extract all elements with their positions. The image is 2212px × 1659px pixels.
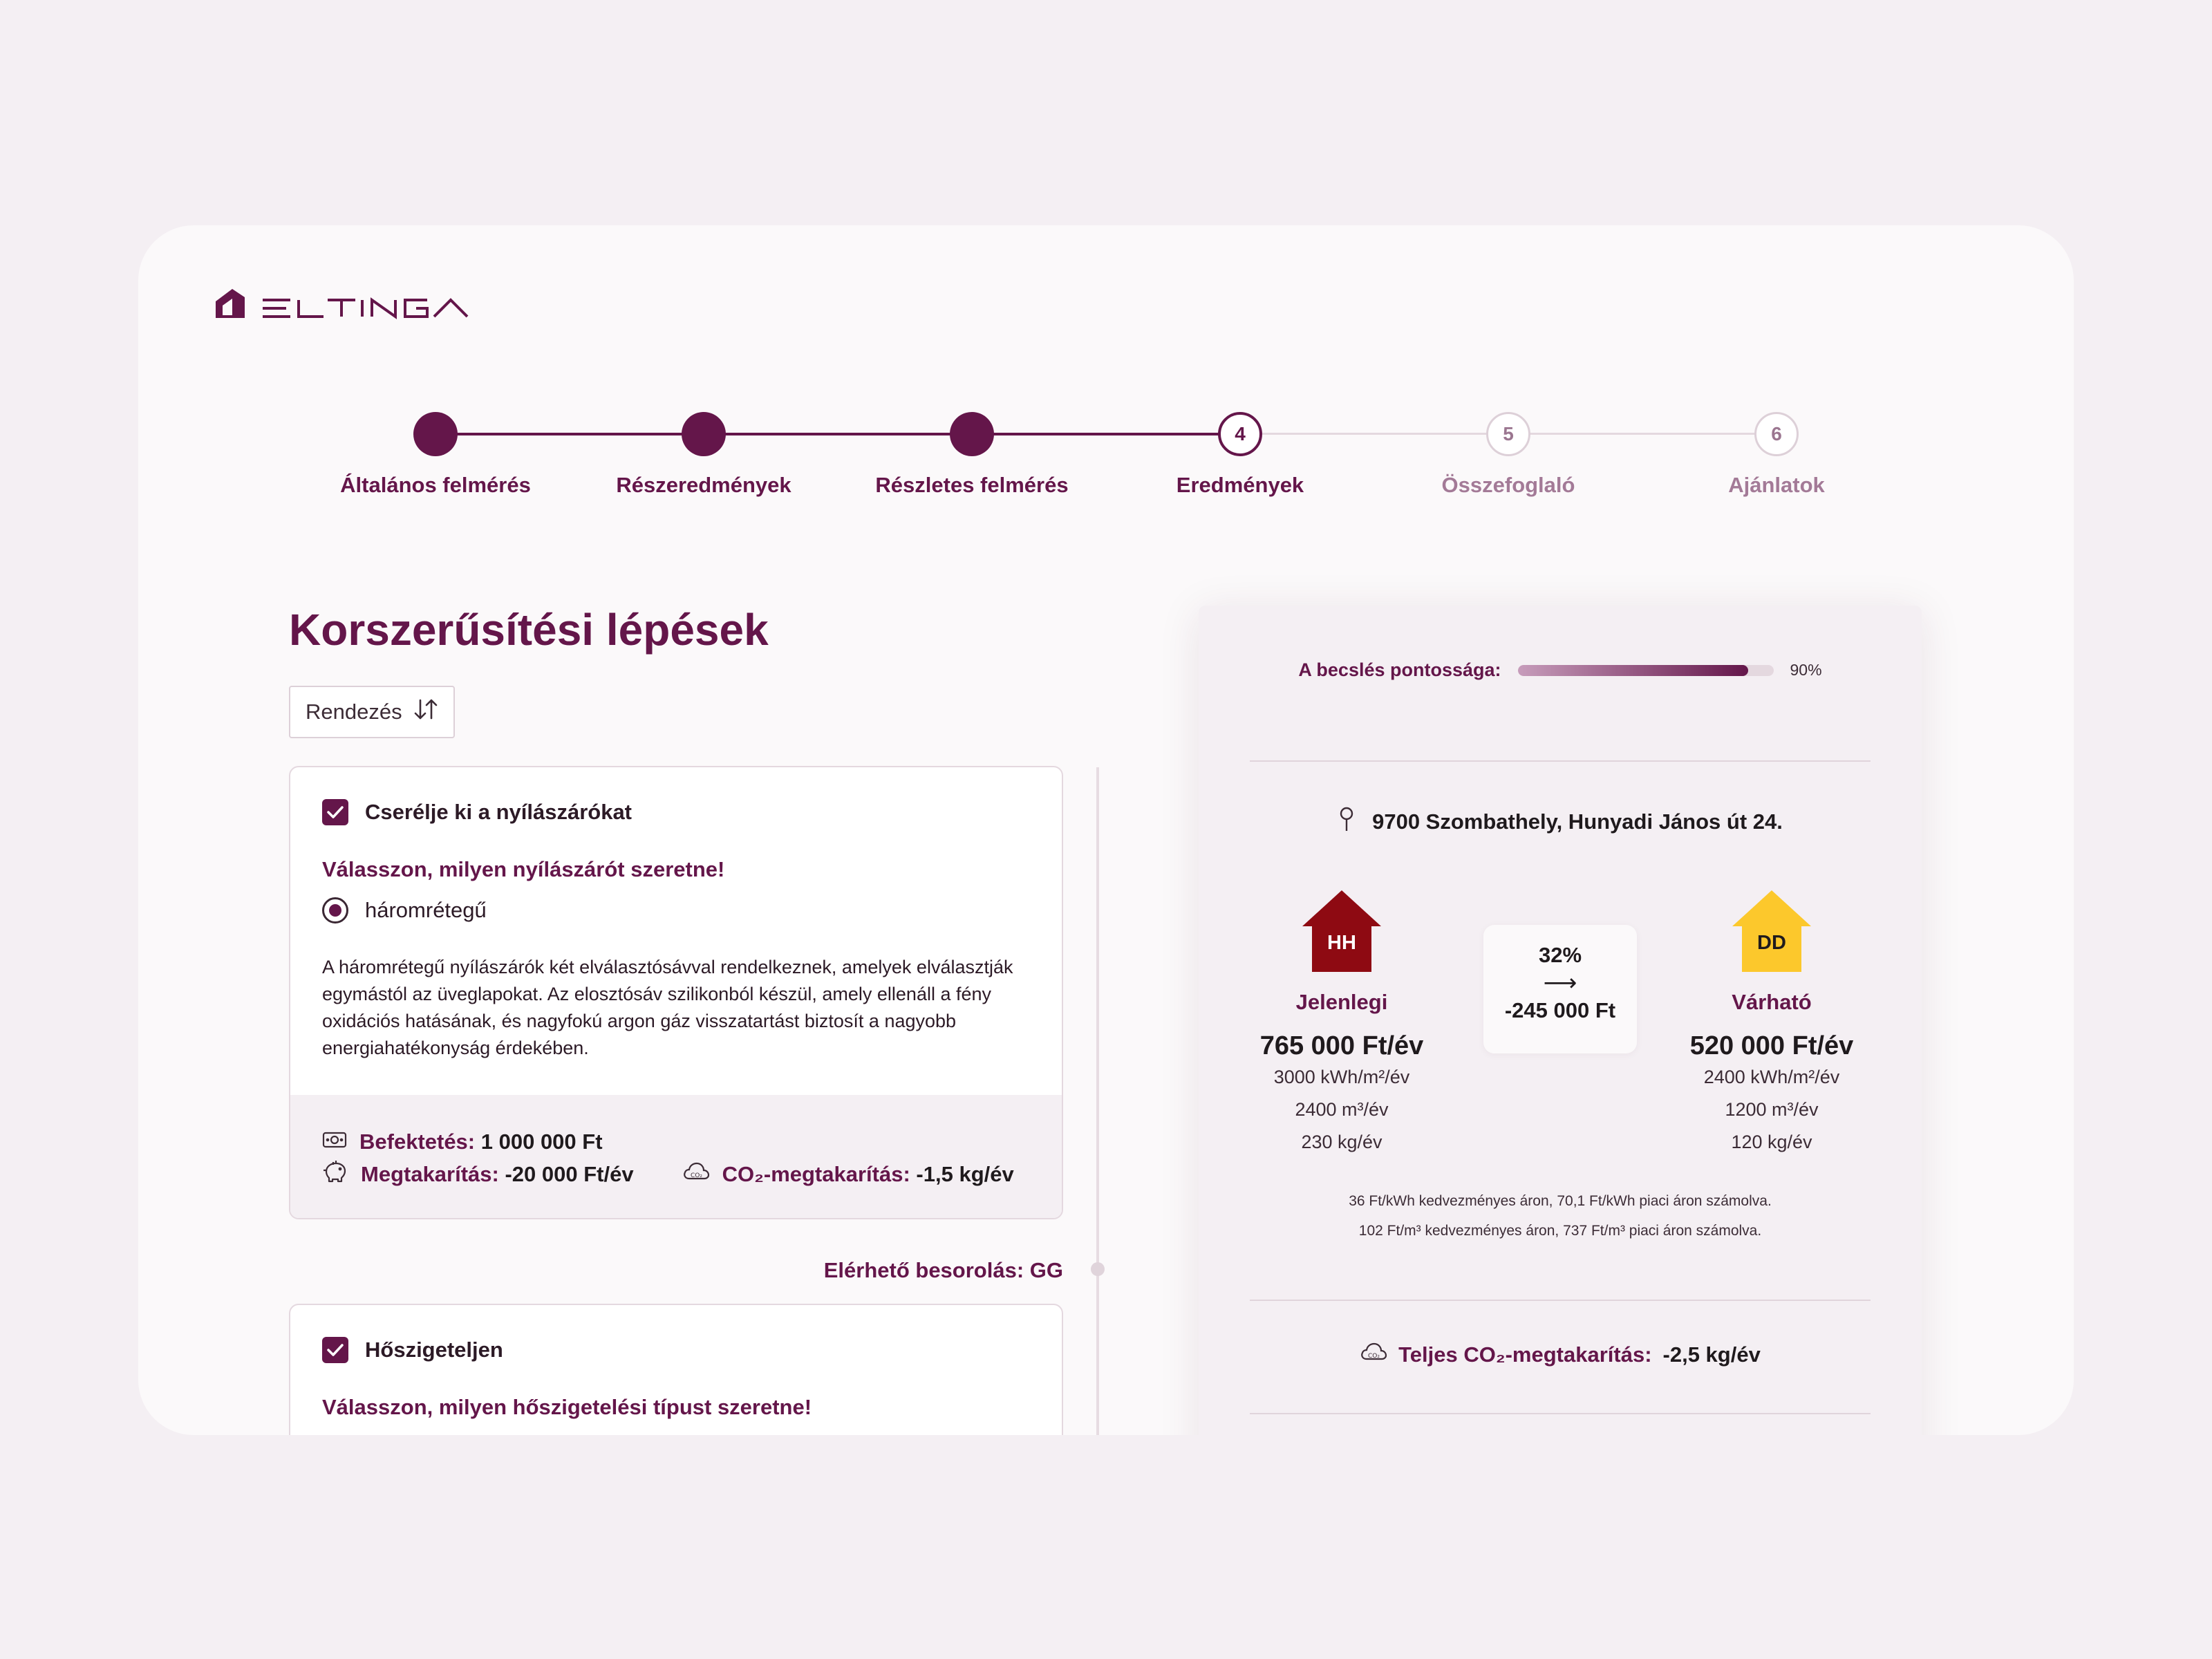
progress-stepper	[138, 412, 2074, 509]
house-icon	[1731, 889, 1812, 973]
step-label: Általános felmérés	[340, 473, 531, 497]
address-row	[1199, 806, 1922, 838]
radio-selected[interactable]	[322, 897, 348, 924]
expected-gas: 1200 m³/év	[1725, 1099, 1819, 1120]
main-card	[138, 225, 2074, 1435]
investment-label: Befektetés:	[359, 1129, 476, 1154]
divider	[1250, 1413, 1871, 1414]
saving-value: -20 000 Ft/év	[505, 1161, 634, 1186]
eltinga-logo[interactable]	[214, 285, 477, 319]
current-co2: 230 kg/év	[1301, 1132, 1382, 1152]
location-pin-icon	[1338, 806, 1356, 838]
sort-arrows-icon	[412, 697, 440, 727]
action-question: Válasszon, milyen hőszigetelési típust szeretne!	[322, 1395, 812, 1419]
expected-cost: 520 000 Ft/év	[1689, 1031, 1854, 1060]
radio-label: háromrétegű	[365, 898, 487, 922]
saving-amount: -245 000 Ft	[1504, 998, 1616, 1022]
check-icon	[326, 805, 344, 819]
co2-total-value: -2,5 kg/év	[1662, 1342, 1761, 1367]
action-card-windows	[289, 766, 1063, 1219]
action-footer	[290, 1095, 1062, 1218]
expected-co2: 120 kg/év	[1731, 1132, 1812, 1152]
expected-badge-label: DD	[1757, 932, 1786, 954]
step-results[interactable]	[1102, 412, 1378, 498]
co2-total-label: Teljes CO₂-megtakarítás:	[1398, 1342, 1652, 1367]
action-card-insulation	[289, 1304, 1063, 1435]
step-detailed-survey[interactable]	[834, 412, 1110, 498]
step-label: Összefoglaló	[1441, 473, 1575, 497]
piggy-bank-icon	[322, 1159, 348, 1190]
radio-option-triple-glazed[interactable]	[290, 897, 1062, 924]
step-general-survey[interactable]	[297, 412, 574, 498]
investment-value: 1 000 000 Ft	[480, 1129, 603, 1154]
step-offers[interactable]	[1638, 412, 1915, 498]
step-dot	[950, 412, 994, 456]
step-dot: 5	[1486, 412, 1530, 456]
step-dot	[413, 412, 458, 456]
money-icon	[322, 1130, 347, 1154]
step-label: Részletes felmérés	[875, 473, 1069, 497]
action-title: Hőszigeteljen	[365, 1338, 503, 1362]
action-question: Válasszon, milyen nyílászárót szeretne!	[322, 857, 725, 881]
sort-button[interactable]	[289, 686, 455, 738]
insulation-checkbox[interactable]	[322, 1337, 348, 1363]
step-label: Ajánlatok	[1728, 473, 1825, 497]
sort-label: Rendezés	[306, 700, 402, 724]
house-icon	[1301, 889, 1382, 973]
current-gas: 2400 m³/év	[1295, 1099, 1389, 1120]
step-label: Eredmények	[1176, 473, 1304, 497]
timeline-line	[1096, 767, 1099, 1435]
step-summary[interactable]	[1370, 412, 1647, 498]
timeline-dot	[1091, 1262, 1105, 1276]
address-text: 9700 Szombathely, Hunyadi János út 24.	[1372, 809, 1783, 834]
arrow-right-icon: ⟶	[1543, 970, 1577, 996]
co2-cloud-icon	[682, 1161, 710, 1188]
accuracy-label: A becslés pontossága:	[1298, 659, 1501, 680]
saving-label: Megtakarítás:	[361, 1161, 499, 1186]
step-dot: 4	[1218, 412, 1262, 456]
co2-value: -1,5 kg/év	[916, 1161, 1014, 1186]
windows-checkbox[interactable]	[322, 799, 348, 825]
current-badge-label: HH	[1327, 932, 1356, 954]
expected-energy: 2400 kWh/m²/év	[1703, 1067, 1840, 1087]
co2-label: CO₂-megtakarítás:	[722, 1161, 910, 1186]
expected-title: Várható	[1732, 990, 1812, 1014]
action-title: Cserélje ki a nyílászárókat	[365, 800, 632, 824]
divider	[1250, 1300, 1871, 1301]
svg-text:CO₂: CO₂	[1368, 1353, 1380, 1360]
page-title: Korszerűsítési lépések	[289, 605, 769, 655]
expected-energy-badge	[1731, 889, 1812, 973]
expected-rating	[1658, 889, 1886, 1159]
eltinga-logo-icon	[214, 285, 477, 319]
svg-text:CO₂: CO₂	[690, 1172, 702, 1179]
current-cost: 765 000 Ft/év	[1259, 1031, 1424, 1060]
action-description: A háromrétegű nyílászárók két elválasztósávval rendelkeznek, amelyek elválasztják egymástól az üveglapokat. Az elosztósáv szilikonból készül, amely ellenáll a fény oxidációs hatásának, és nagyfokú argon gáz visszatartást biztosít a nagyobb energiahatékonyság érdekében.	[322, 957, 1013, 1058]
current-energy-badge	[1301, 889, 1382, 973]
footnote-electricity: 36 Ft/kWh kedvezményes áron, 70,1 Ft/kWh piaci áron számolva.	[1349, 1193, 1772, 1209]
results-panel	[1199, 606, 1922, 1435]
check-icon	[326, 1343, 344, 1357]
reachable-rating: Elérhető besorolás: GG	[823, 1258, 1063, 1282]
accuracy-row	[1199, 659, 1922, 681]
co2-cloud-icon	[1360, 1341, 1387, 1369]
current-rating	[1228, 889, 1456, 1159]
current-title: Jelenlegi	[1295, 990, 1388, 1014]
saving-percent: 32%	[1538, 943, 1582, 967]
footnote-gas: 102 Ft/m³ kedvezményes áron, 737 Ft/m³ piaci áron számolva.	[1358, 1223, 1762, 1239]
co2-total-row	[1199, 1341, 1922, 1369]
accuracy-bar	[1518, 665, 1774, 676]
step-dot: 6	[1754, 412, 1799, 456]
accuracy-bar-fill	[1518, 665, 1748, 676]
divider	[1250, 760, 1871, 762]
step-dot	[682, 412, 726, 456]
step-label: Részeredmények	[616, 473, 791, 497]
current-energy: 3000 kWh/m²/év	[1273, 1067, 1410, 1087]
accuracy-value: 90%	[1790, 661, 1822, 679]
step-partial-results[interactable]	[565, 412, 842, 498]
saving-summary	[1483, 925, 1637, 1053]
